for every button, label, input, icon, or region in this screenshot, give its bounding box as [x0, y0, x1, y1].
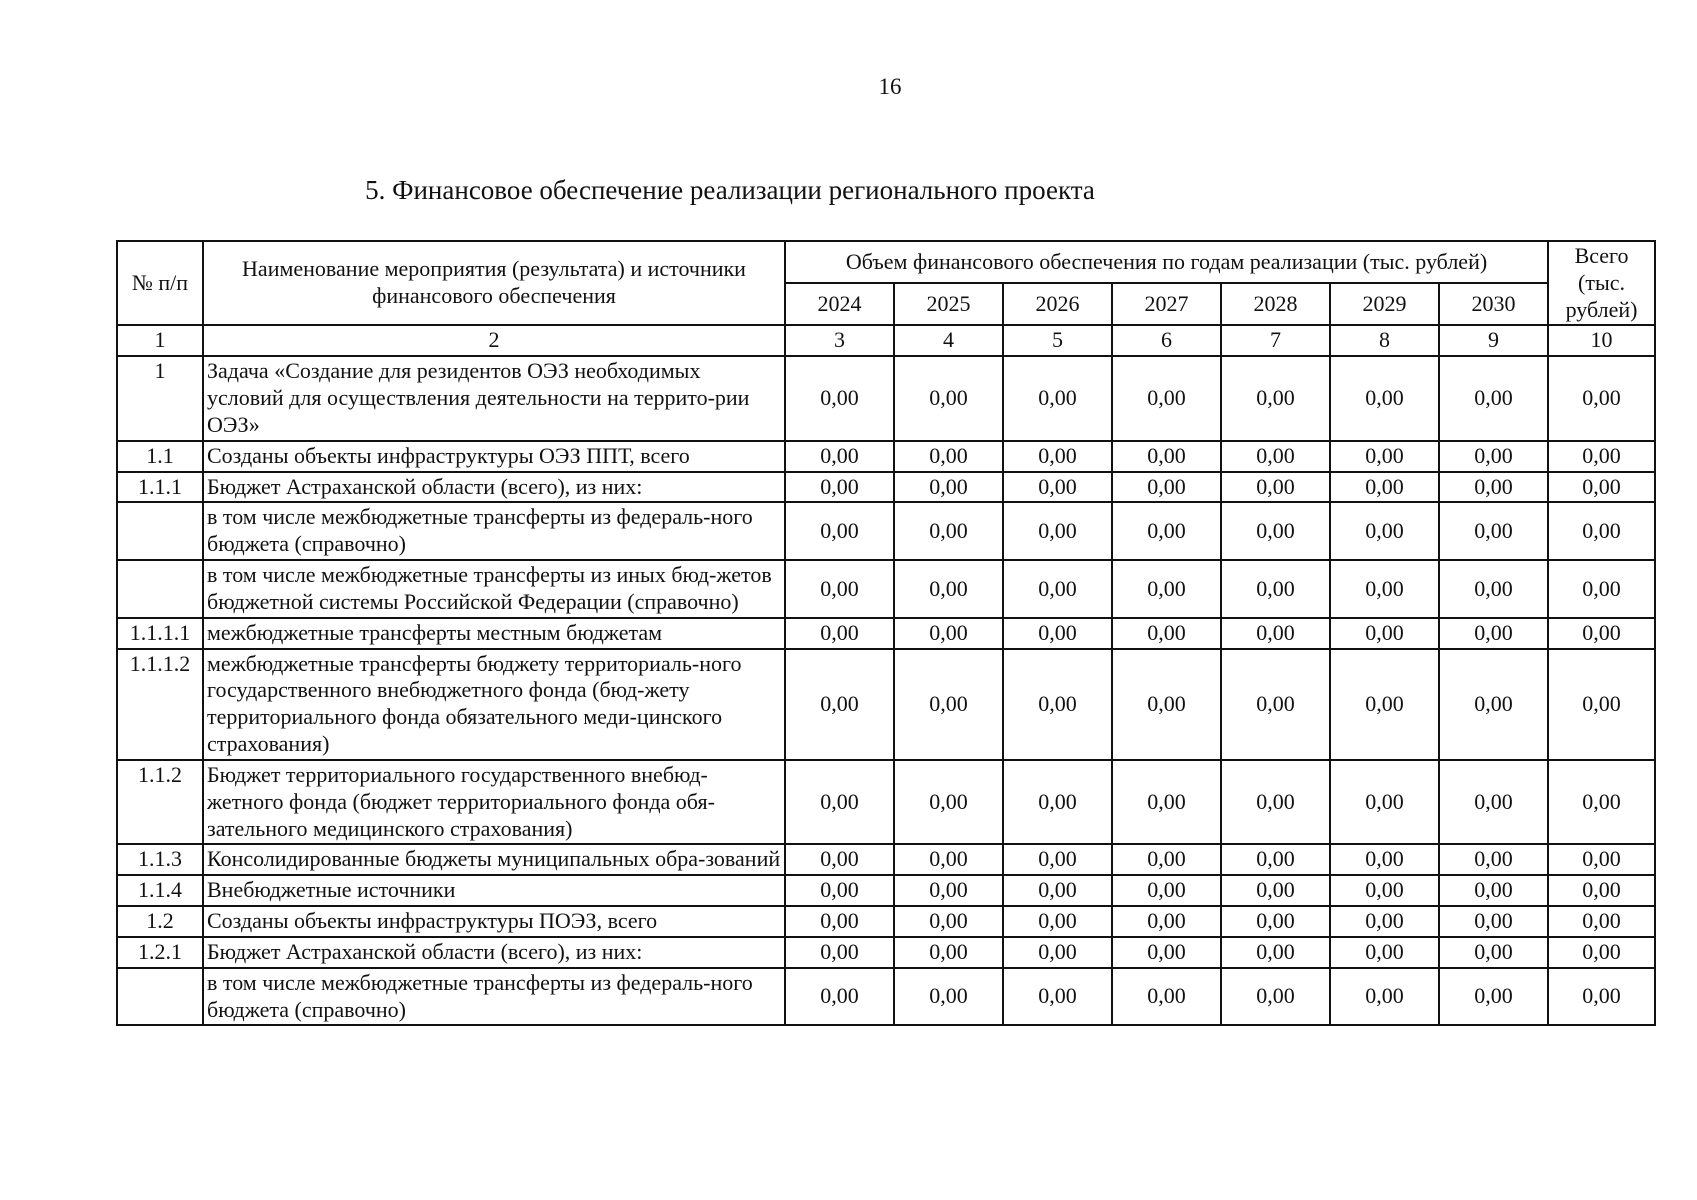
header-year: 2026 [1003, 283, 1112, 325]
row-year-value: 0,00 [1112, 618, 1221, 649]
row-number: 1.1.1 [117, 472, 203, 503]
row-year-value: 0,00 [1221, 649, 1330, 760]
row-total-value: 0,00 [1548, 906, 1655, 937]
row-year-value: 0,00 [1003, 356, 1112, 440]
row-year-value: 0,00 [1003, 502, 1112, 560]
row-number: 1.1.1.1 [117, 618, 203, 649]
page-title: 5. Финансовое обеспечение реализации регионального проекта [365, 175, 1095, 205]
column-number: 6 [1112, 325, 1221, 356]
row-year-value: 0,00 [1330, 356, 1439, 440]
row-name: в том числе межбюджетные трансферты из федераль-ного бюджета (справочно) [203, 968, 785, 1026]
table-row [117, 618, 1655, 649]
row-total-value: 0,00 [1548, 356, 1655, 440]
row-number: 1.1.3 [117, 844, 203, 875]
column-number: 8 [1330, 325, 1439, 356]
row-year-value: 0,00 [1112, 875, 1221, 906]
row-name: Созданы объекты инфраструктуры ПОЭЗ, всего [203, 906, 785, 937]
row-year-value: 0,00 [1439, 760, 1548, 844]
row-year-value: 0,00 [1112, 356, 1221, 440]
row-year-value: 0,00 [1003, 844, 1112, 875]
row-year-value: 0,00 [1112, 649, 1221, 760]
column-number: 10 [1548, 325, 1655, 356]
row-year-value: 0,00 [1221, 937, 1330, 968]
column-number: 7 [1221, 325, 1330, 356]
row-year-value: 0,00 [785, 472, 894, 503]
header-year: 2025 [894, 283, 1003, 325]
table-row [117, 502, 1655, 560]
row-year-value: 0,00 [1221, 356, 1330, 440]
row-year-value: 0,00 [1439, 968, 1548, 1026]
column-number: 9 [1439, 325, 1548, 356]
row-year-value: 0,00 [785, 618, 894, 649]
row-number: 1.2.1 [117, 937, 203, 968]
row-name: Задача «Создание для резидентов ОЭЗ необходимых условий для осуществления деятельности на террито-рии ОЭЗ» [203, 356, 785, 440]
row-name: Созданы объекты инфраструктуры ОЭЗ ППТ, всего [203, 441, 785, 472]
row-year-value: 0,00 [1112, 560, 1221, 618]
row-year-value: 0,00 [1112, 906, 1221, 937]
row-year-value: 0,00 [1003, 649, 1112, 760]
header-row-1 [117, 241, 1655, 283]
row-year-value: 0,00 [1221, 968, 1330, 1026]
column-number: 1 [117, 325, 203, 356]
header-total: Всего (тыс. рублей) [1548, 241, 1655, 325]
row-year-value: 0,00 [1221, 618, 1330, 649]
row-year-value: 0,00 [894, 441, 1003, 472]
table-row [117, 760, 1655, 844]
row-year-value: 0,00 [785, 844, 894, 875]
row-year-value: 0,00 [1330, 968, 1439, 1026]
row-year-value: 0,00 [1330, 472, 1439, 503]
row-year-value: 0,00 [894, 906, 1003, 937]
row-year-value: 0,00 [1221, 502, 1330, 560]
column-number: 3 [785, 325, 894, 356]
row-year-value: 0,00 [785, 937, 894, 968]
row-year-value: 0,00 [894, 760, 1003, 844]
row-year-value: 0,00 [894, 560, 1003, 618]
row-year-value: 0,00 [1330, 844, 1439, 875]
row-year-value: 0,00 [1003, 560, 1112, 618]
row-year-value: 0,00 [1112, 968, 1221, 1026]
row-year-value: 0,00 [1221, 875, 1330, 906]
row-number: 1.1.1.2 [117, 649, 203, 760]
row-year-value: 0,00 [1330, 760, 1439, 844]
row-year-value: 0,00 [1221, 906, 1330, 937]
row-year-value: 0,00 [894, 649, 1003, 760]
row-number [117, 968, 203, 1026]
row-year-value: 0,00 [1330, 937, 1439, 968]
row-name: Бюджет территориального государственного внебюд-жетного фонда (бюджет территориального фонда обя-зательного медицинского страхования) [203, 760, 785, 844]
row-year-value: 0,00 [894, 844, 1003, 875]
row-name: межбюджетные трансферты бюджету территориаль-ного государственного внебюджетного фонда (бюд-жету территориального фонда обязательного меди-цинского страхования) [203, 649, 785, 760]
row-total-value: 0,00 [1548, 502, 1655, 560]
row-year-value: 0,00 [1439, 356, 1548, 440]
row-year-value: 0,00 [1112, 844, 1221, 875]
row-year-value: 0,00 [1439, 906, 1548, 937]
row-year-value: 0,00 [1112, 760, 1221, 844]
row-name: Бюджет Астраханской области (всего), из них: [203, 937, 785, 968]
row-name: Внебюджетные источники [203, 875, 785, 906]
row-total-value: 0,00 [1548, 649, 1655, 760]
row-total-value: 0,00 [1548, 618, 1655, 649]
row-number [117, 560, 203, 618]
row-year-value: 0,00 [1330, 875, 1439, 906]
table-row [117, 968, 1655, 1026]
row-name: Консолидированные бюджеты муниципальных обра-зований [203, 844, 785, 875]
row-year-value: 0,00 [1003, 618, 1112, 649]
row-year-value: 0,00 [785, 649, 894, 760]
header-name: Наименование мероприятия (результата) и источники финансового обеспечения [203, 241, 785, 325]
row-year-value: 0,00 [1439, 649, 1548, 760]
row-year-value: 0,00 [894, 502, 1003, 560]
row-year-value: 0,00 [785, 968, 894, 1026]
table-row [117, 937, 1655, 968]
row-name: Бюджет Астраханской области (всего), из них: [203, 472, 785, 503]
header-year: 2029 [1330, 283, 1439, 325]
table-row [117, 906, 1655, 937]
column-number: 4 [894, 325, 1003, 356]
row-year-value: 0,00 [785, 356, 894, 440]
row-year-value: 0,00 [1003, 441, 1112, 472]
row-year-value: 0,00 [1330, 441, 1439, 472]
row-year-value: 0,00 [894, 472, 1003, 503]
row-total-value: 0,00 [1548, 760, 1655, 844]
row-number [117, 502, 203, 560]
row-year-value: 0,00 [1112, 472, 1221, 503]
row-year-value: 0,00 [1003, 968, 1112, 1026]
column-number: 5 [1003, 325, 1112, 356]
table-row [117, 441, 1655, 472]
row-total-value: 0,00 [1548, 441, 1655, 472]
row-year-value: 0,00 [785, 502, 894, 560]
column-number: 2 [203, 325, 785, 356]
row-year-value: 0,00 [1003, 760, 1112, 844]
row-total-value: 0,00 [1548, 844, 1655, 875]
row-year-value: 0,00 [1330, 618, 1439, 649]
table-row [117, 560, 1655, 618]
column-number-row [117, 325, 1655, 356]
row-total-value: 0,00 [1548, 875, 1655, 906]
table-row [117, 875, 1655, 906]
row-total-value: 0,00 [1548, 968, 1655, 1026]
header-year: 2028 [1221, 283, 1330, 325]
page-number: 16 [878, 74, 902, 99]
row-number: 1.2 [117, 906, 203, 937]
row-year-value: 0,00 [1330, 906, 1439, 937]
financing-table [116, 240, 1656, 1026]
row-year-value: 0,00 [1112, 502, 1221, 560]
row-year-value: 0,00 [1330, 649, 1439, 760]
row-year-value: 0,00 [785, 875, 894, 906]
row-year-value: 0,00 [785, 906, 894, 937]
row-name: межбюджетные трансферты местным бюджетам [203, 618, 785, 649]
row-year-value: 0,00 [1439, 937, 1548, 968]
row-year-value: 0,00 [1003, 937, 1112, 968]
row-year-value: 0,00 [785, 441, 894, 472]
row-year-value: 0,00 [1221, 472, 1330, 503]
row-year-value: 0,00 [785, 560, 894, 618]
table-row [117, 472, 1655, 503]
row-year-value: 0,00 [1439, 875, 1548, 906]
header-num: № п/п [117, 241, 203, 325]
row-year-value: 0,00 [1003, 906, 1112, 937]
row-year-value: 0,00 [1221, 844, 1330, 875]
row-year-value: 0,00 [894, 875, 1003, 906]
row-year-value: 0,00 [1439, 441, 1548, 472]
row-year-value: 0,00 [1330, 502, 1439, 560]
row-year-value: 0,00 [1221, 560, 1330, 618]
table-row [117, 649, 1655, 760]
header-year: 2024 [785, 283, 894, 325]
row-year-value: 0,00 [1439, 472, 1548, 503]
row-year-value: 0,00 [1112, 441, 1221, 472]
table-row [117, 356, 1655, 440]
row-number: 1.1.2 [117, 760, 203, 844]
row-year-value: 0,00 [894, 356, 1003, 440]
row-year-value: 0,00 [1439, 844, 1548, 875]
row-number: 1 [117, 356, 203, 440]
row-total-value: 0,00 [1548, 560, 1655, 618]
row-year-value: 0,00 [1439, 618, 1548, 649]
row-number: 1.1 [117, 441, 203, 472]
row-total-value: 0,00 [1548, 937, 1655, 968]
row-year-value: 0,00 [1439, 560, 1548, 618]
table-row [117, 844, 1655, 875]
row-year-value: 0,00 [1221, 441, 1330, 472]
row-year-value: 0,00 [1330, 560, 1439, 618]
header-year: 2027 [1112, 283, 1221, 325]
row-year-value: 0,00 [894, 618, 1003, 649]
row-total-value: 0,00 [1548, 472, 1655, 503]
row-year-value: 0,00 [1003, 472, 1112, 503]
row-name: в том числе межбюджетные трансферты из федераль-ного бюджета (справочно) [203, 502, 785, 560]
row-year-value: 0,00 [1221, 760, 1330, 844]
row-name: в том числе межбюджетные трансферты из иных бюд-жетов бюджетной системы Российской Федерации (справочно) [203, 560, 785, 618]
header-volume: Объем финансового обеспечения по годам реализации (тыс. рублей) [785, 241, 1548, 283]
row-year-value: 0,00 [894, 937, 1003, 968]
row-year-value: 0,00 [1439, 502, 1548, 560]
row-year-value: 0,00 [785, 760, 894, 844]
row-year-value: 0,00 [1003, 875, 1112, 906]
row-year-value: 0,00 [1112, 937, 1221, 968]
row-number: 1.1.4 [117, 875, 203, 906]
header-year: 2030 [1439, 283, 1548, 325]
row-year-value: 0,00 [894, 968, 1003, 1026]
